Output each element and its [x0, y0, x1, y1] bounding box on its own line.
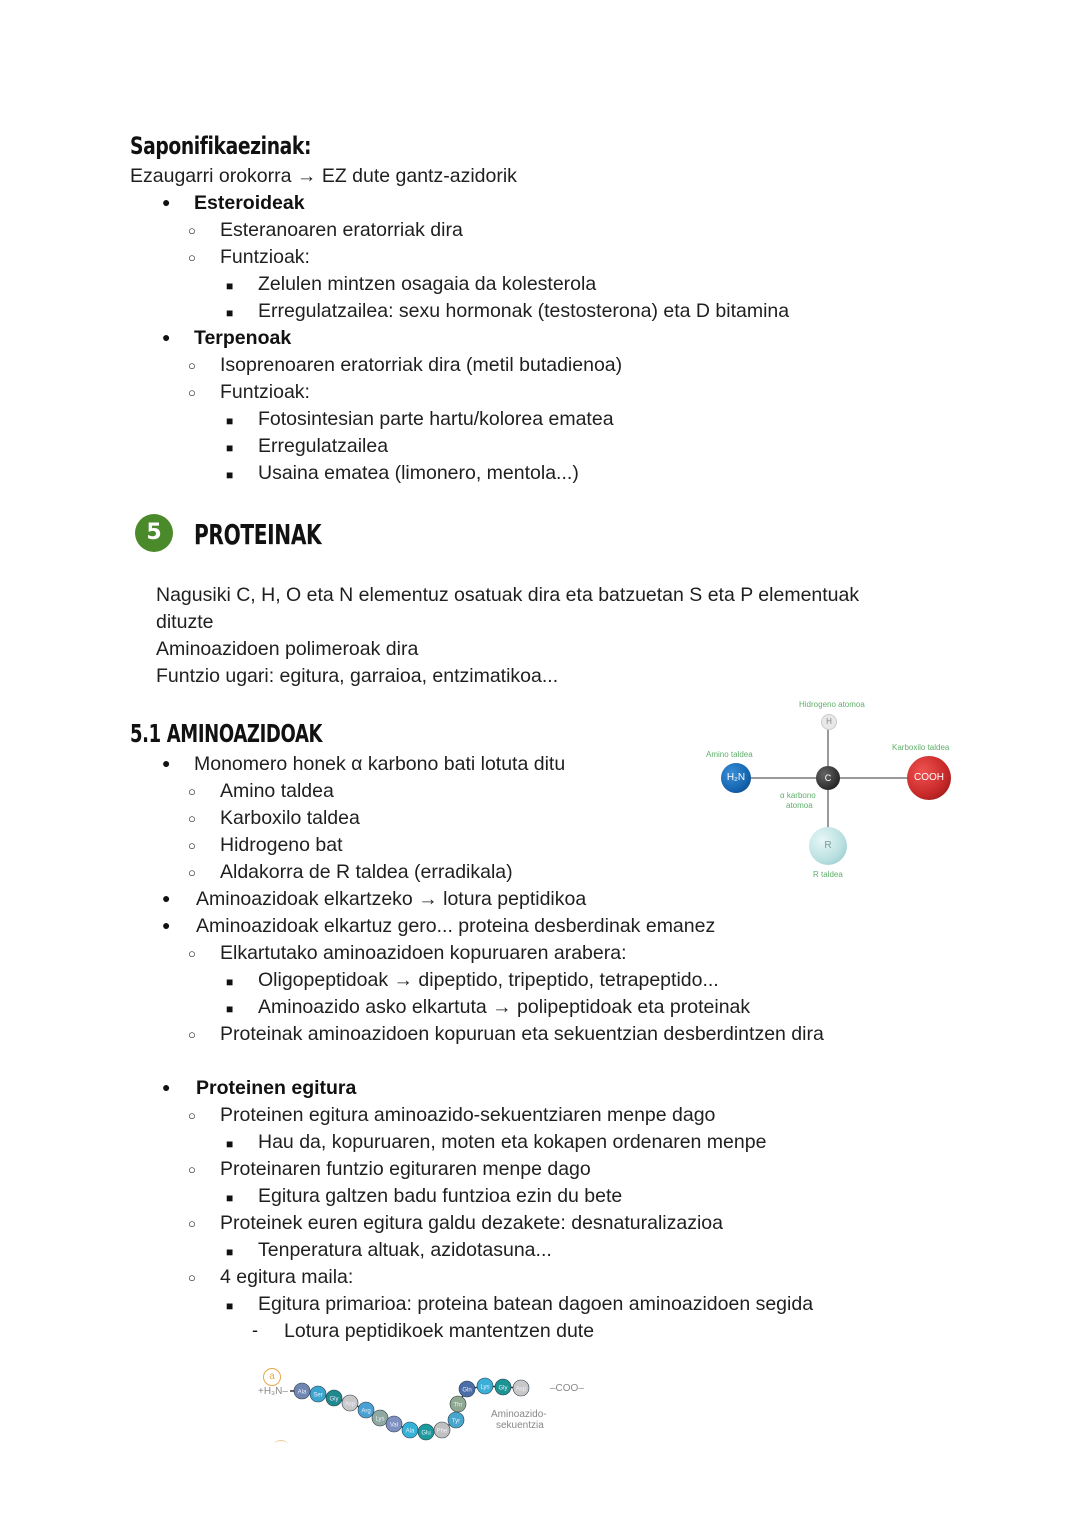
- chain-caption: sekuentzia: [496, 1420, 544, 1431]
- amino-acid-label: Thr: [453, 1402, 463, 1409]
- heading-saponifikaezinak: Saponifikaezinak:: [130, 132, 312, 160]
- panel-label-a: a: [263, 1368, 281, 1386]
- chain-caption: Aminoazido-: [491, 1409, 547, 1420]
- subsection-title-aminoazidoak: 5.1 AMINOAZIDOAK: [130, 719, 323, 748]
- saponifikaezinak-intro: Ezaugarri orokorra → EZ dute gantz-azidorik: [130, 165, 517, 187]
- list-item-text: Aminoazidoak elkartuz gero... proteina desberdinak emanez: [196, 915, 716, 937]
- amino-acid-label: Glu: [421, 1430, 431, 1437]
- list-item-text: Usaina ematea (limonero, mentola...): [258, 462, 579, 484]
- carbon-atom: C: [816, 766, 840, 790]
- amino-acid-label: Val: [389, 1422, 399, 1429]
- amino-acid-label: Ser: [313, 1392, 323, 1399]
- list-item-text: Hau da, kopuruaren, moten eta kokapen ordenaren menpe: [258, 1131, 767, 1153]
- list-item-text: Egitura galtzen badu funtzioa ezin du bete: [258, 1185, 623, 1207]
- list-item-text: Erregulatzailea: sexu hormonak (testosterona) eta D bitamina: [258, 300, 790, 322]
- r-group-atom: R: [809, 827, 847, 865]
- list-item-text: 4 egitura maila:: [220, 1266, 354, 1288]
- section-number-badge: 5: [135, 514, 173, 552]
- list-item-text: Elkartutako aminoazidoen kopuruaren arabera:: [220, 942, 627, 964]
- amino-acid-label: Asp: [515, 1386, 527, 1393]
- paragraph-line: Funtzio ugari: egitura, garraioa, entzimatikoa...: [156, 665, 559, 687]
- section-title-proteinak: PROTEINAK: [194, 518, 322, 551]
- list-item-text: Proteinen egitura aminoazido-sekuentziaren menpe dago: [220, 1104, 716, 1126]
- list-item-text: Egitura primarioa: proteina batean dagoen aminoazidoen segida: [258, 1293, 814, 1315]
- carboxyl-atom: COOH: [907, 756, 951, 800]
- list-item-text: Amino taldea: [220, 780, 334, 802]
- amino-acid-label: Lys: [375, 1416, 385, 1423]
- alpha-carbon-label: α karbono: [780, 791, 816, 800]
- paragraph-line: dituzte: [156, 611, 214, 633]
- carboxyl-label: Karboxilo taldea: [892, 743, 950, 752]
- amino-acid-label: Gly: [498, 1385, 508, 1392]
- list-item-text: Zelulen mintzen osagaia da kolesterola: [258, 273, 597, 295]
- panel-label-b-partial: [274, 1440, 288, 1449]
- group-title-esteroideak: Esteroideak: [194, 192, 305, 214]
- amino-label: Amino taldea: [706, 750, 753, 759]
- group-title-terpenoak: Terpenoak: [194, 327, 292, 349]
- amino-acid-label: Asp: [344, 1401, 356, 1408]
- list-item-text: Monomero honek α karbono bati lotuta ditu: [194, 753, 566, 775]
- list-item-text: Karboxilo taldea: [220, 807, 360, 829]
- r-group-label: R taldea: [813, 870, 843, 879]
- list-item-text: Aminoazidoak elkartzeko → lotura peptidikoa: [196, 888, 587, 910]
- list-item-text: Proteinek euren egitura galdu dezakete: desnaturalizazioa: [220, 1212, 724, 1234]
- amino-acid-label: Gln: [462, 1387, 472, 1394]
- amino-atom: H₂N: [721, 763, 751, 793]
- hydrogen-label: Hidrogeno atomoa: [799, 700, 865, 709]
- amino-acid-label: Lys: [480, 1384, 490, 1391]
- list-item-text: Proteinak aminoazidoen kopuruan eta sekuentzian desberdintzen dira: [220, 1023, 824, 1045]
- list-item-text: Oligopeptidoak → dipeptido, tripeptido, tetrapeptido...: [258, 969, 719, 991]
- hydrogen-atom: H: [821, 714, 837, 730]
- group-title-egitura: Proteinen egitura: [196, 1077, 357, 1099]
- amino-acid-label: Arg: [361, 1408, 371, 1415]
- list-item-text: Proteinaren funtzio egituraren menpe dago: [220, 1158, 591, 1180]
- amino-acid-label: Tyr: [451, 1418, 461, 1425]
- amino-acid-label: Gly: [329, 1396, 339, 1403]
- list-item-text: Hidrogeno bat: [220, 834, 343, 856]
- list-item-text: Lotura peptidikoek mantentzen dute: [284, 1320, 595, 1342]
- list-item-text: Aldakorra de R taldea (erradikala): [220, 861, 513, 883]
- n-terminus-label: +H₃N–: [258, 1386, 288, 1397]
- list-item-text: Isoprenoaren eratorriak dira (metil butadienoa): [220, 354, 623, 376]
- alpha-carbon-label: atomoa: [786, 801, 813, 810]
- amino-acid-label: Phe: [436, 1428, 448, 1435]
- list-item-text: Erregulatzailea: [258, 435, 389, 457]
- c-terminus-label: –COO–: [550, 1383, 584, 1394]
- paragraph-line: Nagusiki C, H, O eta N elementuz osatuak dira eta batzuetan S eta P elementuak: [156, 584, 860, 606]
- list-item-text: Tenperatura altuak, azidotasuna...: [258, 1239, 552, 1261]
- list-item-text: Funtzioak:: [220, 246, 310, 268]
- list-item-text: Fotosintesian parte hartu/kolorea ematea: [258, 408, 614, 430]
- amino-acid-label: Ala: [297, 1389, 307, 1396]
- list-item-text: Esteranoaren eratorriak dira: [220, 219, 463, 241]
- amino-acid-label: Ala: [405, 1428, 415, 1435]
- list-item-text: Funtzioak:: [220, 381, 310, 403]
- list-item-text: Aminoazido asko elkartuta → polipeptidoak eta proteinak: [258, 996, 751, 1018]
- paragraph-line: Aminoazidoen polimeroak dira: [156, 638, 419, 660]
